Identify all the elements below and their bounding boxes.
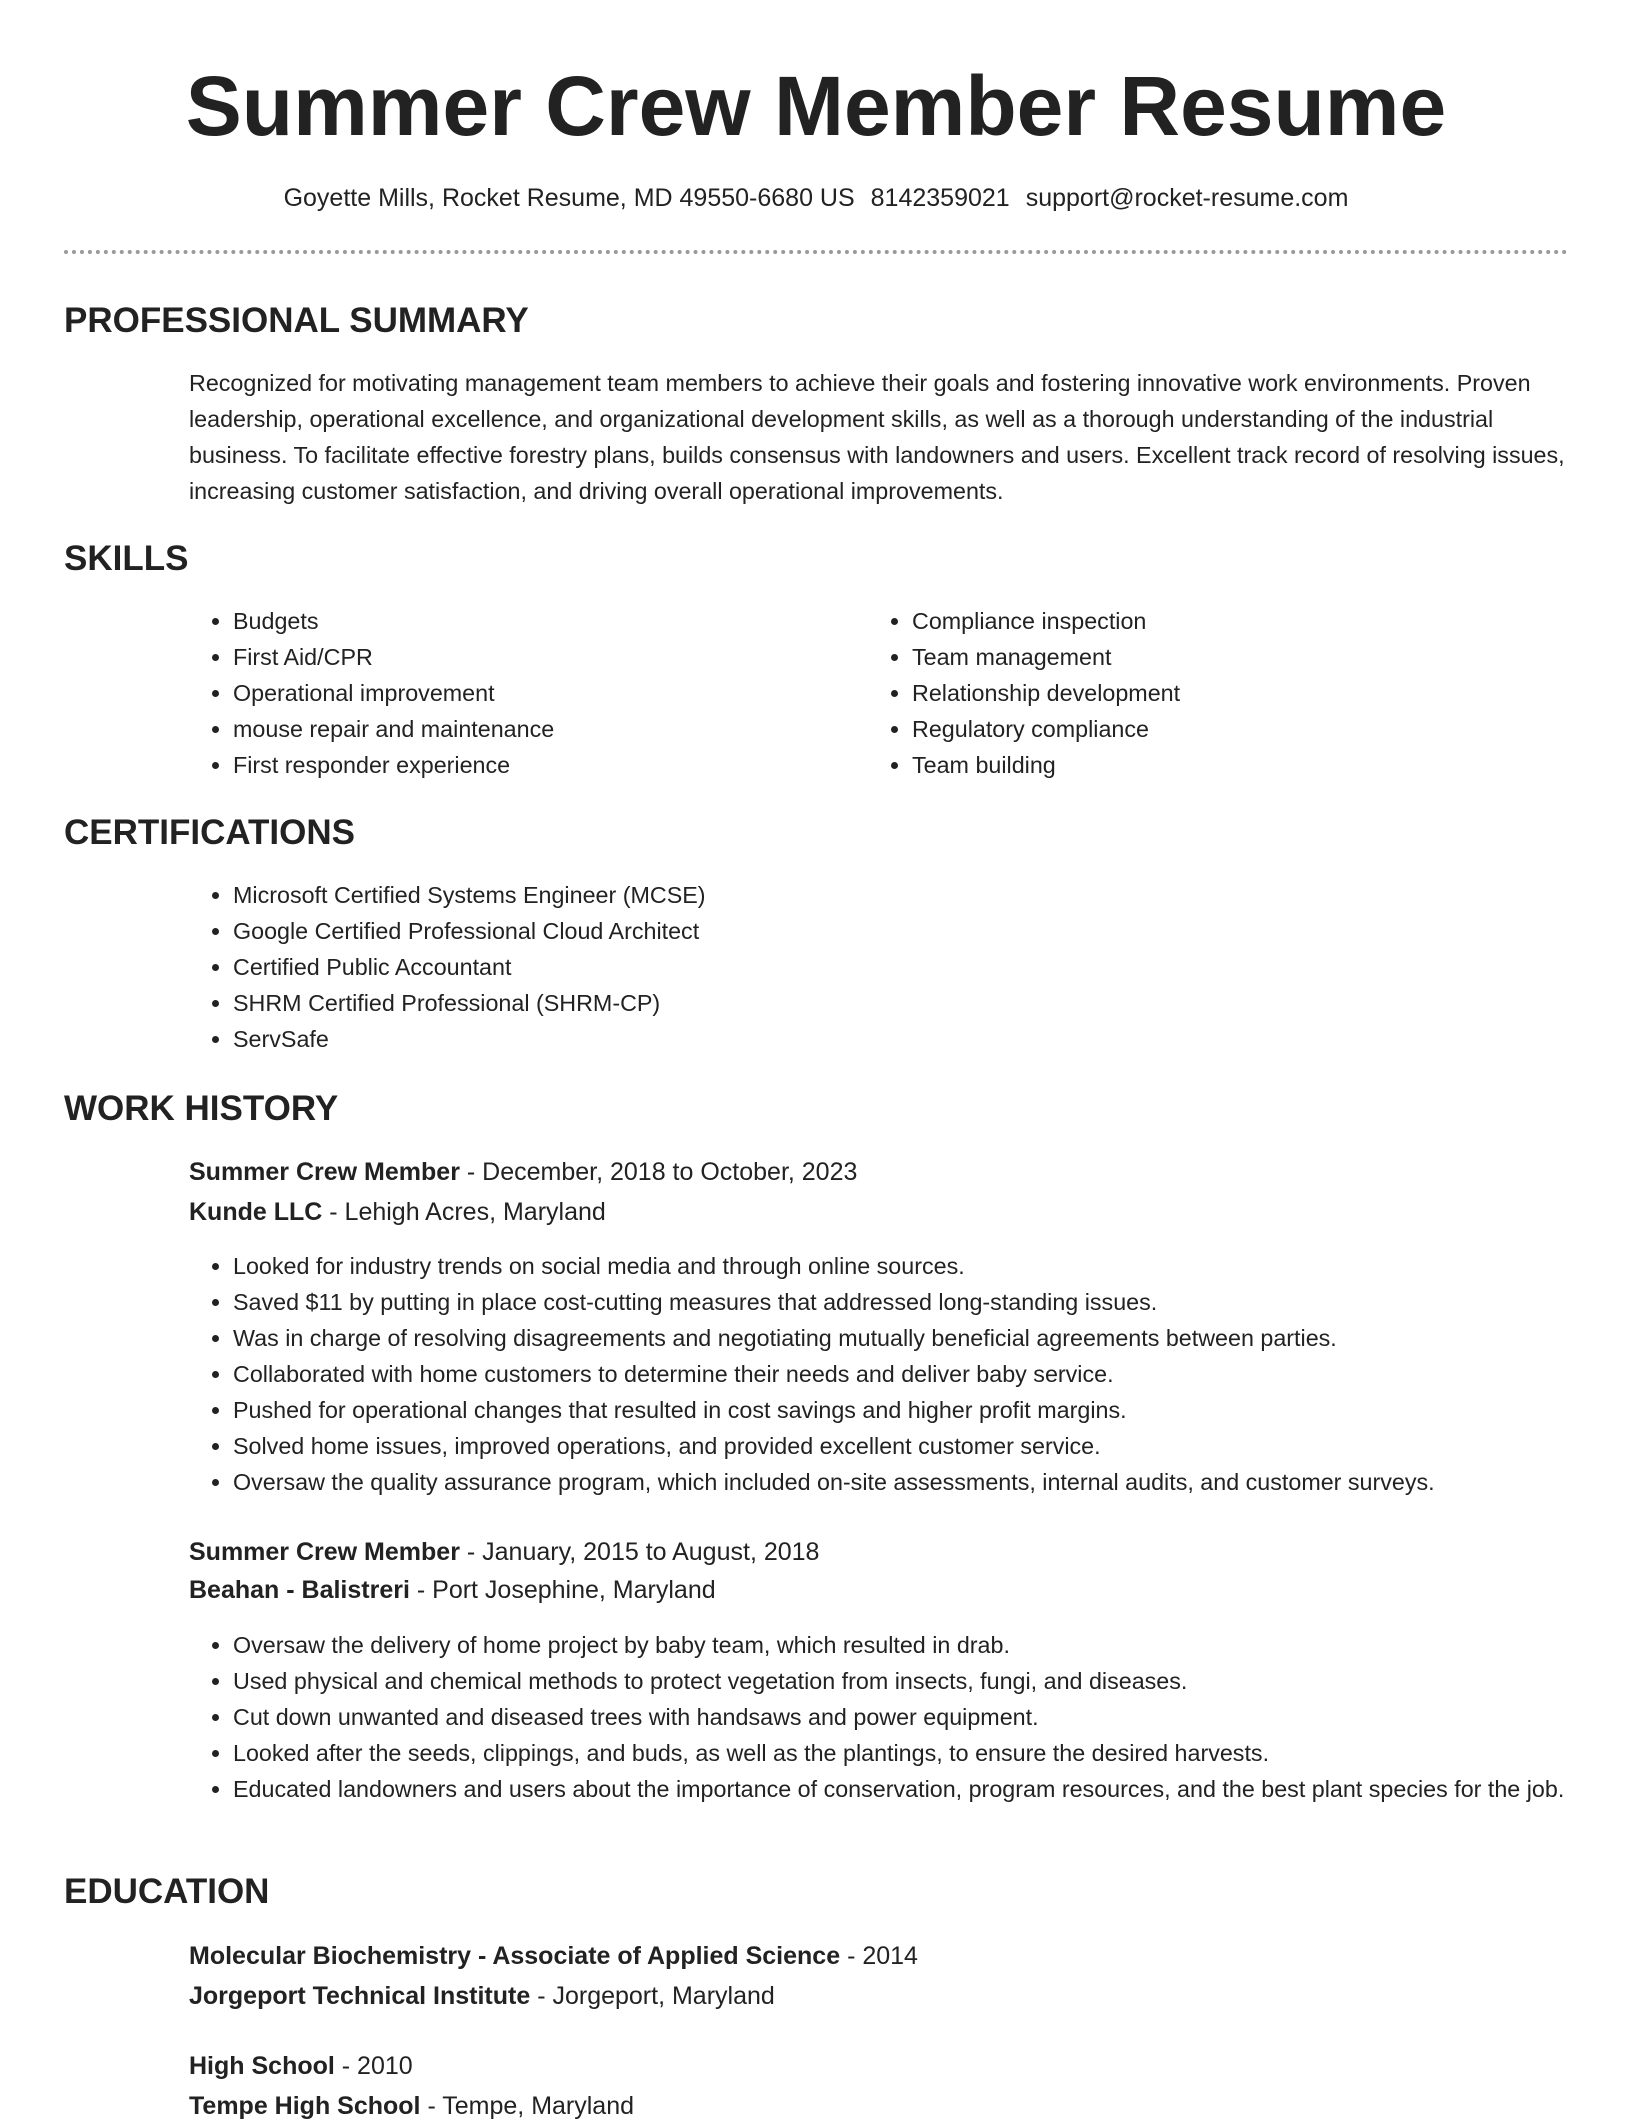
job-title-line <box>189 1154 857 1190</box>
list-item: • Certified Public Accountant <box>233 949 1533 985</box>
list-item: • Cut down unwanted and diseased trees with handsaws and power equipment. <box>233 1699 1613 1735</box>
education-school: Tempe High School <box>189 2092 421 2120</box>
section-title-education: EDUCATION <box>64 1872 270 1911</box>
education-school-line <box>189 1978 775 2014</box>
education-degree: High School <box>189 2052 335 2080</box>
list-item: • Used physical and chemical methods to protect vegetation from insects, fungi, and diseases. <box>233 1663 1613 1699</box>
section-title-work-history: WORK HISTORY <box>64 1089 339 1128</box>
list-item: • Looked after the seeds, clippings, and buds, as well as the plantings, to ensure the desired harvests. <box>233 1735 1613 1771</box>
list-item: • Team management <box>912 639 1512 675</box>
list-item: • First responder experience <box>233 747 833 783</box>
job-location: - Port Josephine, Maryland <box>409 1576 716 1604</box>
certifications-list <box>189 877 1533 1057</box>
education-year: - 2014 <box>840 1942 918 1970</box>
header-divider <box>64 250 1568 254</box>
job-title: Summer Crew Member <box>189 1538 460 1566</box>
education-school-line <box>189 2088 634 2124</box>
list-item: • Team building <box>912 747 1512 783</box>
list-item: • mouse repair and maintenance <box>233 711 833 747</box>
list-item: • Pushed for operational changes that resulted in cost savings and higher profit margins. <box>233 1392 1613 1428</box>
section-title-certifications: CERTIFICATIONS <box>64 813 356 852</box>
job-bullets <box>189 1627 1613 1807</box>
job-dates: - January, 2015 to August, 2018 <box>459 1538 820 1566</box>
job-bullets <box>189 1248 1613 1500</box>
list-item: • ServSafe <box>233 1021 1533 1057</box>
list-item: • Educated landowners and users about the importance of conservation, program resources, and the best plant species for the job. <box>233 1771 1613 1807</box>
list-item: • Operational improvement <box>233 675 833 711</box>
skills-list-right <box>868 603 1512 783</box>
list-item: • Collaborated with home customers to determine their needs and deliver baby service. <box>233 1356 1613 1392</box>
list-item: • Compliance inspection <box>912 603 1512 639</box>
job-title: Summer Crew Member <box>189 1158 460 1186</box>
summary-text: Recognized for motivating management team members to achieve their goals and fostering innovative work environments. Proven leadership, operational excellence, and organizational development skills, as well as a thorough understanding of the industrial business. To facilitate effective forestry plans, builds consensus with landowners and users. Excellent track record of resolving issues, increasing customer satisfaction, and driving overall operational improvements. <box>189 370 1565 504</box>
job-company-line <box>189 1572 716 1608</box>
education-location: - Jorgeport, Maryland <box>530 1982 775 2010</box>
contact-address: Goyette Mills, Rocket Resume, MD 49550-6680 US <box>283 184 855 212</box>
contact-line <box>0 180 1632 216</box>
section-title-summary: PROFESSIONAL SUMMARY <box>64 301 529 340</box>
list-item: • First Aid/CPR <box>233 639 833 675</box>
list-item: • SHRM Certified Professional (SHRM-CP) <box>233 985 1533 1021</box>
education-degree: Molecular Biochemistry - Associate of Applied Science <box>189 1942 841 1970</box>
list-item: • Was in charge of resolving disagreements and negotiating mutually beneficial agreements between parties. <box>233 1320 1613 1356</box>
education-degree-line <box>189 2048 413 2084</box>
education-degree-line <box>189 1938 918 1974</box>
contact-phone: 8142359021 <box>870 184 1010 212</box>
education-school: Jorgeport Technical Institute <box>189 1982 531 2010</box>
job-dates: - December, 2018 to October, 2023 <box>459 1158 858 1186</box>
education-year: - 2010 <box>334 2052 413 2080</box>
list-item: • Oversaw the delivery of home project by baby team, which resulted in drab. <box>233 1627 1613 1663</box>
resume-title: Summer Crew Member Resume <box>185 59 1447 153</box>
skills-list-left <box>189 603 833 783</box>
list-item: • Saved $11 by putting in place cost-cutting measures that addressed long-standing issues. <box>233 1284 1613 1320</box>
list-item: • Google Certified Professional Cloud Architect <box>233 913 1533 949</box>
job-company: Kunde LLC <box>189 1198 323 1226</box>
job-title-line <box>189 1534 819 1570</box>
list-item: • Looked for industry trends on social media and through online sources. <box>233 1248 1613 1284</box>
list-item: • Microsoft Certified Systems Engineer (MCSE) <box>233 877 1533 913</box>
job-location: - Lehigh Acres, Maryland <box>322 1198 606 1226</box>
list-item: • Regulatory compliance <box>912 711 1512 747</box>
section-title-skills: SKILLS <box>64 539 189 578</box>
contact-email: support@rocket-resume.com <box>1025 184 1349 212</box>
education-location: - Tempe, Maryland <box>420 2092 635 2120</box>
list-item: • Solved home issues, improved operations, and provided excellent customer service. <box>233 1428 1613 1464</box>
job-company-line <box>189 1194 606 1230</box>
job-company: Beahan - Balistreri <box>189 1576 410 1604</box>
list-item: • Budgets <box>233 603 833 639</box>
list-item: • Relationship development <box>912 675 1512 711</box>
list-item: • Oversaw the quality assurance program, which included on-site assessments, internal audits, and customer surveys. <box>233 1464 1613 1500</box>
